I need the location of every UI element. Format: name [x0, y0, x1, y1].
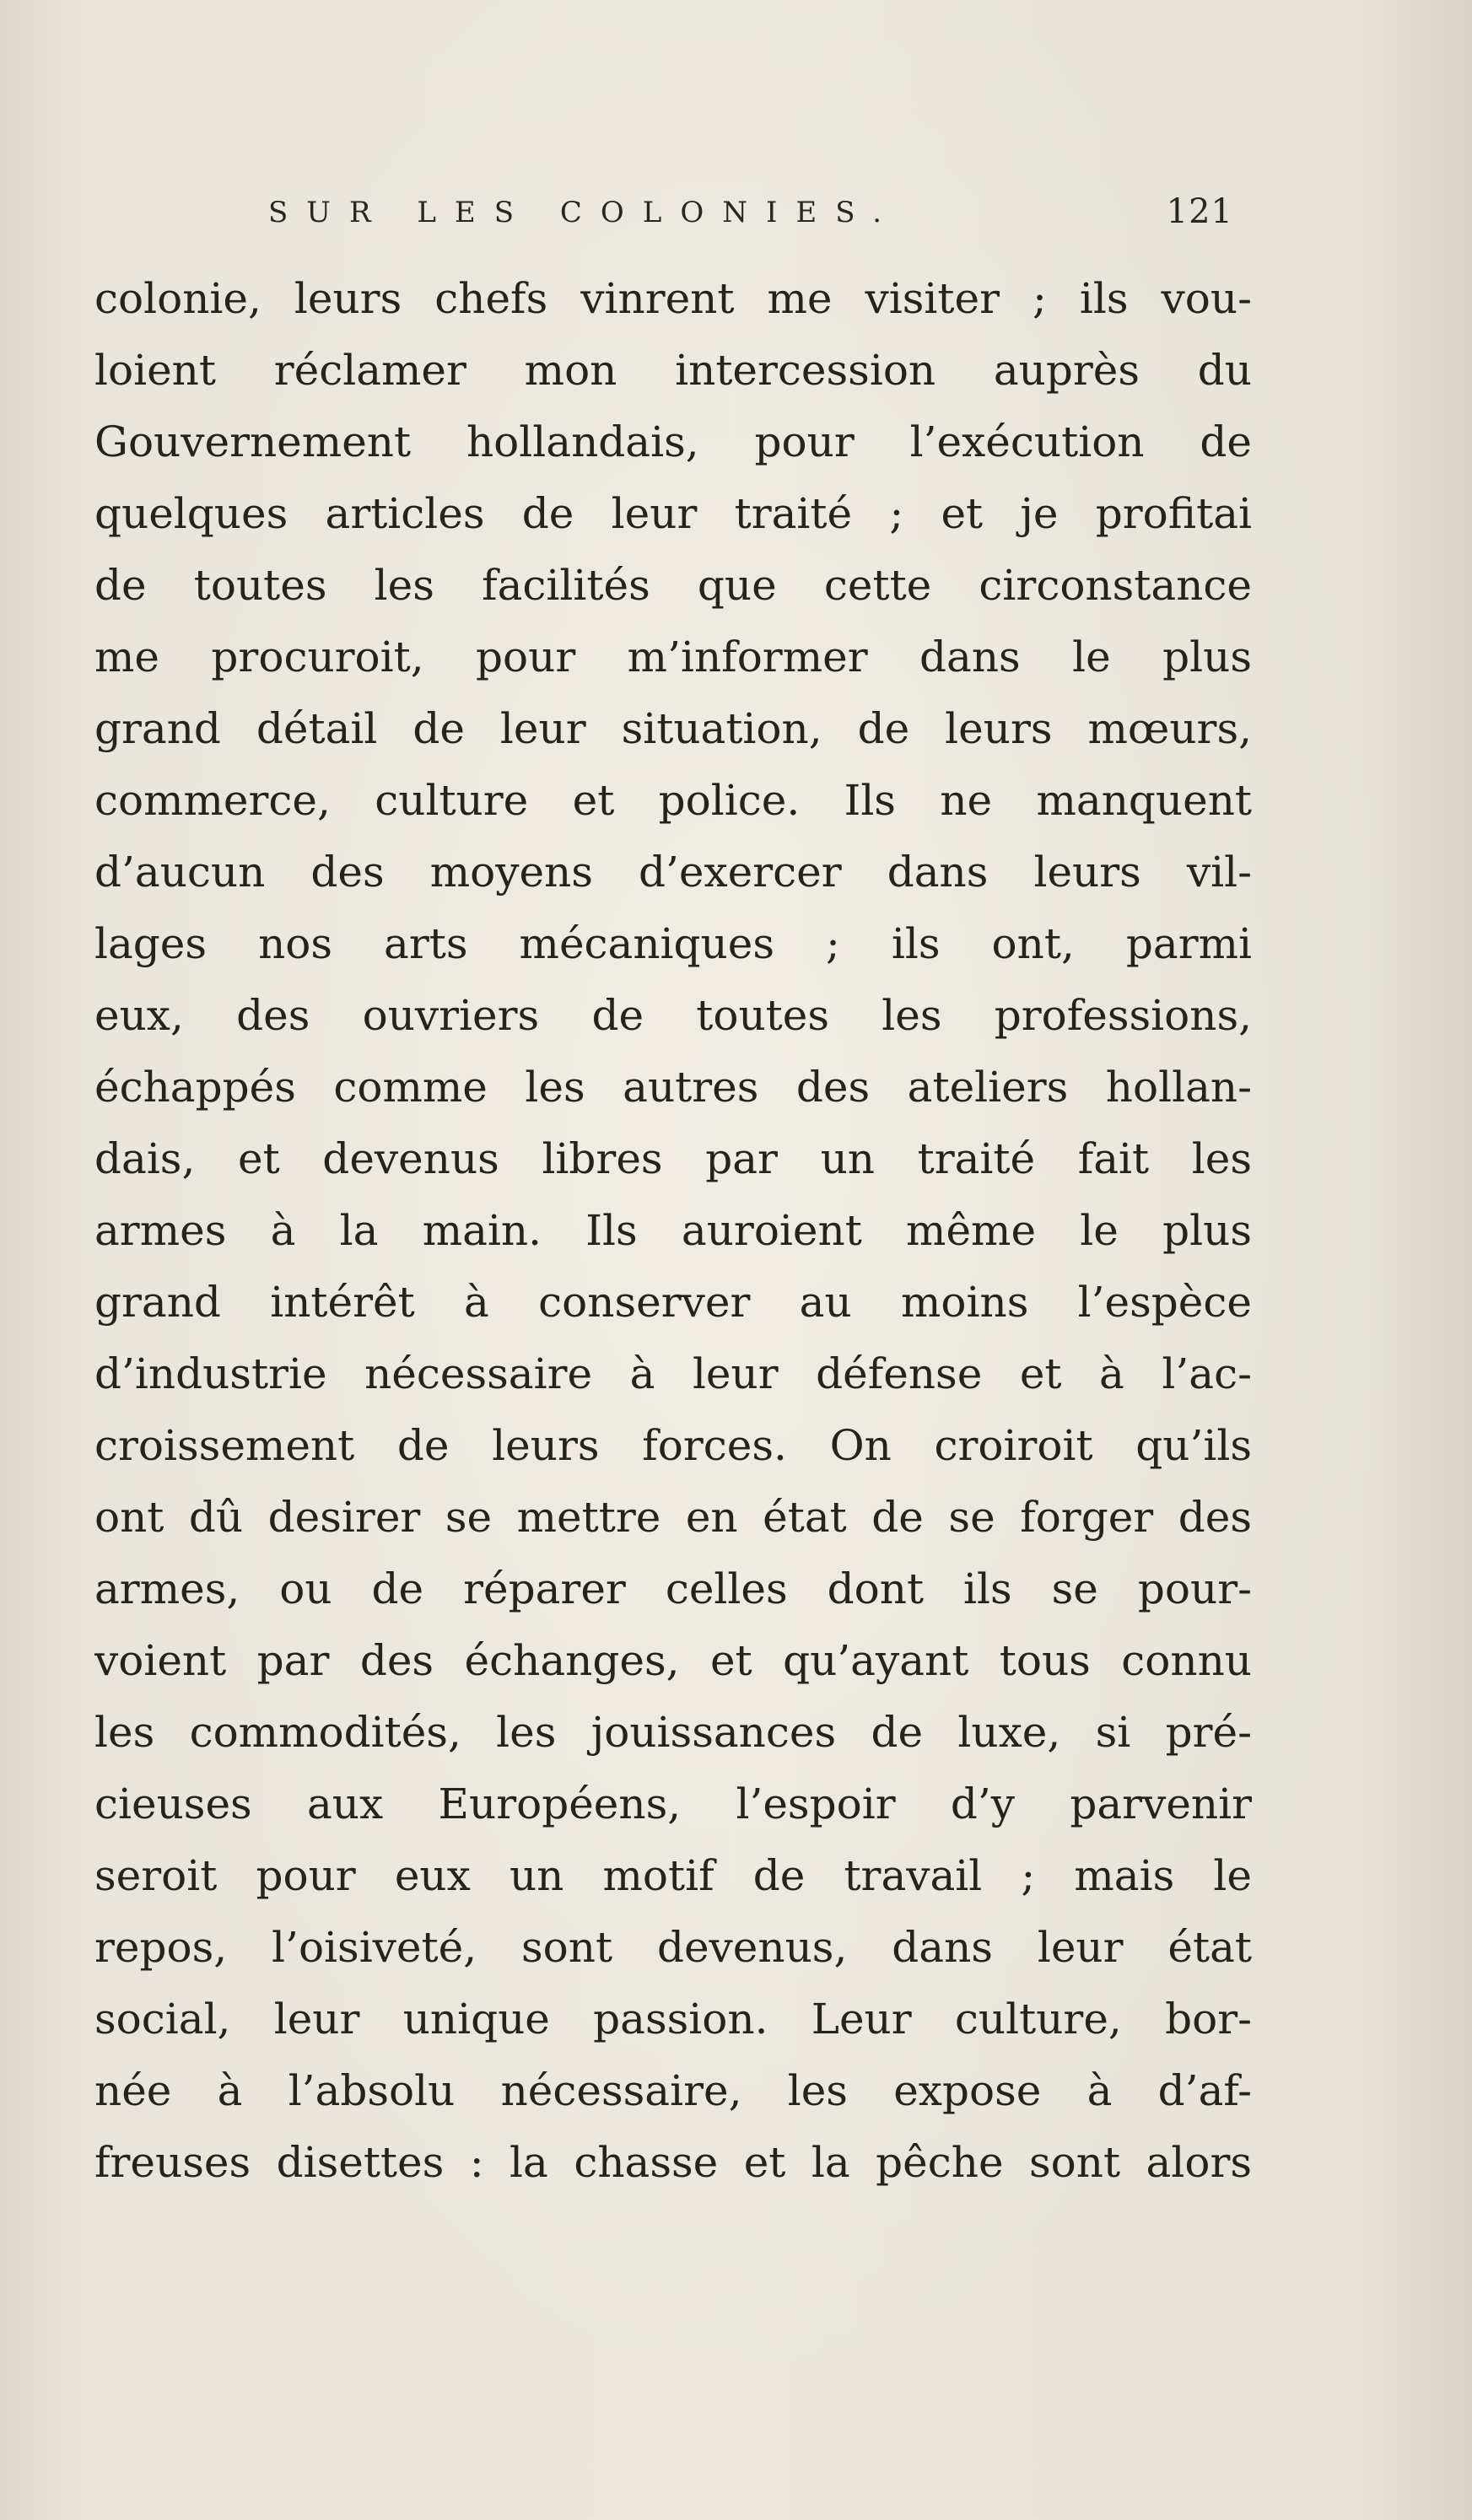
text-line: cieuses aux Européens, l’espoir d’y parvenir	[94, 1780, 1252, 1828]
text-line: dais, et devenus libres par un traité fait les	[94, 1134, 1252, 1183]
text-line: grand intérêt à conserver au moins l’espèce	[94, 1278, 1252, 1327]
text-line: lages nos arts mécaniques ; ils ont, parmi	[94, 919, 1252, 968]
text-line: les commodités, les jouissances de luxe, si pré-	[94, 1708, 1252, 1757]
text-line: Gouvernement hollandais, pour l’exécution de	[94, 417, 1252, 466]
running-head	[268, 192, 1238, 243]
running-title: SUR LES COLONIES.	[268, 196, 901, 229]
text-line: loient réclamer mon intercession auprès du	[94, 346, 1252, 395]
text-line: de toutes les facilités que cette circonstance	[94, 561, 1252, 610]
text-line: me procuroit, pour m’informer dans le plus	[94, 633, 1252, 681]
text-line: repos, l’oisiveté, sont devenus, dans leur état	[94, 1923, 1252, 1972]
text-line: eux, des ouvriers de toutes les professions,	[94, 991, 1252, 1040]
text-line: d’industrie nécessaire à leur défense et à l’ac-	[94, 1349, 1252, 1398]
text-line: commerce, culture et police. Ils ne manquent	[94, 776, 1252, 825]
text-line: grand détail de leur situation, de leurs mœurs,	[94, 704, 1252, 753]
text-line: quelques articles de leur traité ; et je profitai	[94, 489, 1252, 538]
text-line: ont dû desirer se mettre en état de se forger des	[94, 1493, 1252, 1542]
text-line: freuses disettes : la chasse et la pêche sont alors	[94, 2138, 1252, 2187]
text-line: seroit pour eux un motif de travail ; mais le	[94, 1851, 1252, 1900]
text-line: croissement de leurs forces. On croiroit qu’ils	[94, 1421, 1252, 1470]
text-line: née à l’absolu nécessaire, les expose à d’af-	[94, 2066, 1252, 2115]
text-line: social, leur unique passion. Leur culture, bor-	[94, 1995, 1252, 2043]
body-text	[94, 263, 1252, 2199]
page-number: 121	[1166, 192, 1233, 231]
text-line: d’aucun des moyens d’exercer dans leurs vil-	[94, 848, 1252, 897]
text-line: armes à la main. Ils auroient même le plus	[94, 1206, 1252, 1255]
text-line: armes, ou de réparer celles dont ils se pour-	[94, 1564, 1252, 1613]
text-line: échappés comme les autres des ateliers hollan-	[94, 1063, 1252, 1112]
text-line: voient par des échanges, et qu’ayant tous connu	[94, 1636, 1252, 1685]
text-line: colonie, leurs chefs vinrent me visiter ; ils vou-	[94, 274, 1252, 323]
